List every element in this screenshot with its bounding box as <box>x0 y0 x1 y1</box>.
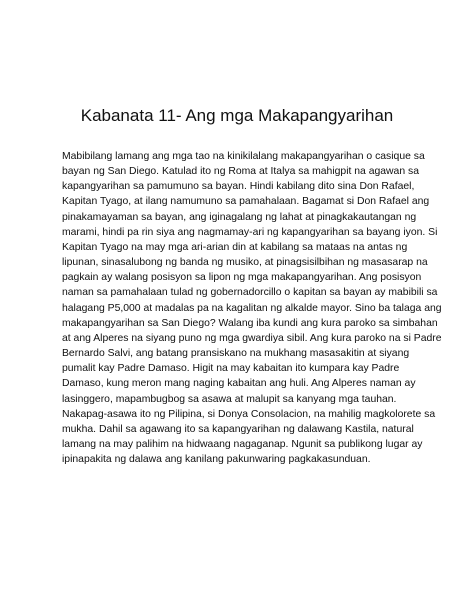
body-text-line: pagkain ay walang posisyon sa lipon ng mga makapangyarihan. Ang posisyon <box>62 272 422 284</box>
body-text-line: Nakapag-asawa ito ng Pilipina, si Donya Consolacion, na mahilig magkolorete sa <box>62 408 436 420</box>
document-body <box>62 149 442 467</box>
body-text-line: Damaso, kung meron mang naging kabaitan ang huli. Ang Alperes naman ay <box>62 378 416 390</box>
body-text-line: pinakamayaman sa bayan, ang iginagalang ng lahat at pinagkakautangan ng <box>62 211 417 223</box>
body-text-line: lipunan, sinasalubong ng banda ng musiko, at pinagsisilbihan ng masasarap na <box>62 257 428 269</box>
body-text-line: ipinapakita ng dalawa ang kanilang pakunwaring pagkakasunduan. <box>62 454 371 466</box>
body-text-line: lasinggero, mapambugbog sa asawa at malupit sa kanyang mga tauhan. <box>62 393 397 405</box>
body-text-line: naman sa pamahalaan tulad ng gobernadorcillo o kapitan sa bayan ay mabibili sa <box>62 287 438 299</box>
body-text-line: Kapitan Tyago na may mga ari-arian din at kabilang sa mataas na antas ng <box>62 241 408 253</box>
body-text-line: marami, hindi pa rin siya ang nagmamay-ari ng kapangyarihan sa bayang iyon. Si <box>62 226 438 238</box>
body-text-line: bayan ng San Diego. Katulad ito ng Roma at Italya sa mahigpit na agawan sa <box>62 166 419 178</box>
body-text-line: kapangyarihan sa pamumuno sa bayan. Hindi kabilang dito sina Don Rafael, <box>62 181 415 193</box>
document-title: Kabanata 11- Ang mga Makapangyarihan <box>80 106 394 125</box>
body-text-line: Mabibilang lamang ang mga tao na kinikilalang makapangyarihan o casique sa <box>62 151 425 162</box>
body-text-line: mukha. Dahil sa agawang ito sa kapangyarihan ng dalawang Kastila, natural <box>62 423 414 435</box>
body-text-line: halagang P5,000 at madalas pa na kagalitan ng alkalde mayor. Sino ba talaga ang <box>62 302 442 314</box>
body-text-line: pumalit kay Padre Damaso. Higit na may kabaitan ito kumpara kay Padre <box>62 363 400 375</box>
body-text-line: Bernardo Salvi, ang batang pransiskano na mukhang masasakitin at siyang <box>62 348 410 360</box>
body-text-line: Kapitan Tyago, at ilang namumuno sa pamahalaan. Bagamat si Don Rafael ang <box>62 196 430 208</box>
body-text-line: lamang na may palihim na hidwaang nagaganap. Ngunit sa publikong lugar ay <box>62 438 423 450</box>
body-text-line: at ang Alperes na siyang puno ng mga gwardiya sibil. Ang kura paroko na si Padre <box>62 332 442 344</box>
body-text-line: makapangyarihan sa San Diego? Walang iba kundi ang kura paroko sa simbahan <box>62 317 438 329</box>
